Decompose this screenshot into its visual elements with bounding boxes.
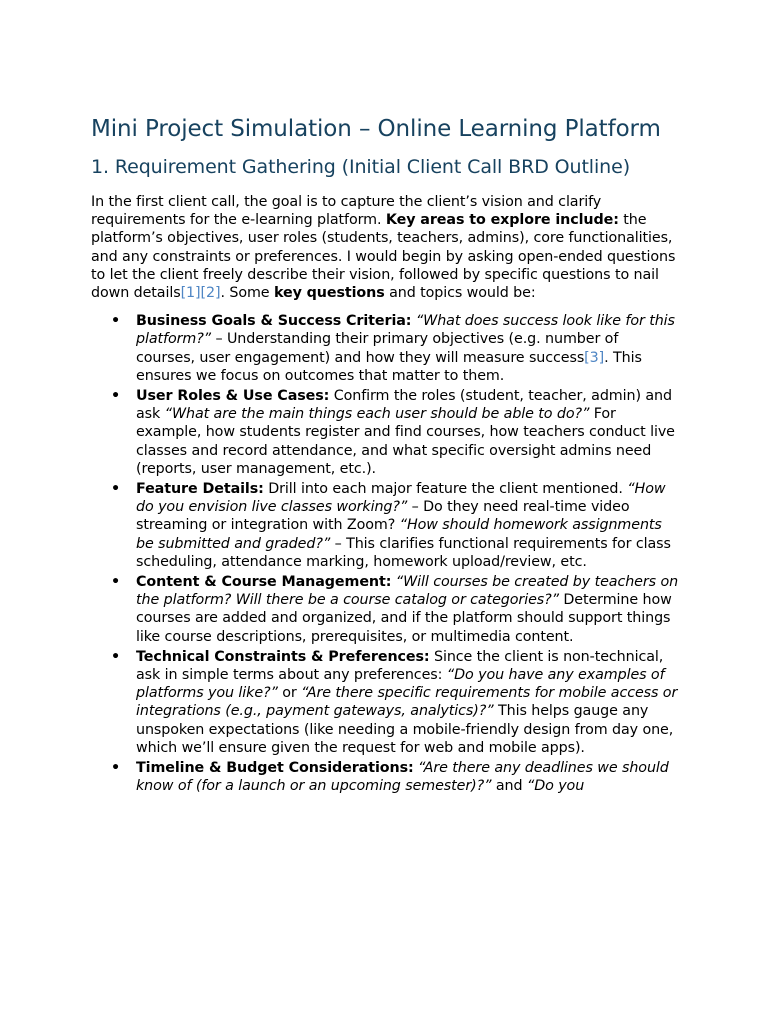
list-item-quote: “How should homework assignments be submitted and graded?” [136, 517, 662, 552]
list-item-quote: “Do you have any examples of platforms you like?” [136, 667, 665, 702]
list-item-label: Feature Details: [136, 481, 264, 498]
intro-bold-2: key questions [273, 285, 385, 302]
intro-text-2: the platform’s objectives, user roles (students, teachers, admins), core functionalities, and any constraints or preferences. I would begin by asking open-ended questions to let the client freely describe their vision, followed by specific questions to nail down details [91, 212, 676, 302]
bullet-marker: • [111, 574, 121, 591]
bullet-marker: • [111, 388, 121, 405]
list-item-timeline-budget [91, 759, 681, 795]
list-item-quote: “What does success look like for this platform?” [136, 313, 675, 348]
reference-link-1[interactable]: [1] [180, 285, 201, 302]
list-item-label: Content & Course Management: [136, 574, 392, 591]
section-heading: 1. Requirement Gathering (Initial Client Call BRD Outline) [91, 156, 631, 178]
reference-link-2[interactable]: [2] [200, 285, 221, 302]
list-item-label: User Roles & Use Cases: [136, 388, 330, 405]
list-item-feature-details [91, 480, 681, 571]
intro-paragraph [91, 193, 681, 302]
list-item-text: – Understanding their primary objectives (e.g. number of courses, user engagement) and how they will measure success [136, 331, 619, 366]
list-item-technical-constraints [91, 648, 681, 757]
list-item-text: Determine how courses are added and organized, and if the platform should support things like course descriptions, prerequisites, or multimedia content. [136, 592, 672, 645]
bullet-marker: • [111, 481, 121, 498]
list-item-text: Since the client is non-technical, ask in simple terms about any preferences: [136, 648, 664, 684]
list-item-text: . This ensures we focus on outcomes that matter to them. [136, 349, 642, 384]
list-item-text: This helps gauge any unspoken expectations (like needing a mobile-friendly design from day one, which we’ll ensure given the request for web and mobile apps). [136, 703, 674, 756]
list-item-text: Drill into each major feature the client mentioned. [263, 481, 628, 498]
list-item-quote: “Are there specific requirements for mobile access or integrations (e.g., payment gateways, analytics)?” [136, 685, 678, 720]
bullet-marker: • [111, 648, 121, 665]
list-item-user-roles [91, 387, 681, 478]
list-item-text: and [491, 778, 527, 795]
list-item-label: Technical Constraints & Preferences: [136, 648, 430, 665]
list-item-label: Business Goals & Success Criteria: [136, 313, 412, 330]
list-item-text: or [277, 685, 302, 702]
bullet-marker: • [111, 313, 121, 330]
list-item-text: Confirm the roles (student, teacher, admin) and ask [136, 388, 672, 423]
intro-text-4: and topics would be: [384, 285, 536, 302]
page-title: Mini Project Simulation – Online Learning Platform [91, 116, 661, 142]
intro-bold-1: Key areas to explore include: [385, 212, 619, 229]
reference-link-3[interactable]: [3] [584, 349, 605, 366]
document-page [91, 114, 681, 798]
list-item-text: For example, how students register and find courses, how teachers conduct live classes and record attendance, and what specific oversight admins need (reports, user management, etc.). [136, 406, 675, 477]
list-item-quote: “How do you envision live classes working?” [136, 481, 666, 516]
list-item-quote: “Do you [526, 778, 585, 795]
list-item-quote: “Are there any deadlines we should know of (for a launch or an upcoming semester)?” [136, 760, 669, 795]
list-item-text: – Do they need real-time video streaming or integration with Zoom? [136, 499, 630, 534]
bullet-marker: • [111, 760, 121, 777]
list-item-text: – This clarifies functional requirements for class scheduling, attendance marking, homework upload/review, etc. [136, 535, 671, 570]
intro-text-3: . Some [220, 285, 274, 302]
key-questions-list [91, 312, 681, 795]
list-item-quote: “Will courses be created by teachers on the platform? Will there be a course catalog or categories?” [136, 574, 679, 609]
list-item-business-goals [91, 312, 681, 385]
list-item-content-management [91, 573, 681, 646]
intro-text-1: In the first client call, the goal is to capture the client’s vision and clarify requirements for the e-learning platform. [91, 194, 602, 229]
list-item-quote: “What are the main things each user should be able to do?” [164, 406, 590, 423]
list-item-label: Timeline & Budget Considerations: [136, 760, 414, 777]
